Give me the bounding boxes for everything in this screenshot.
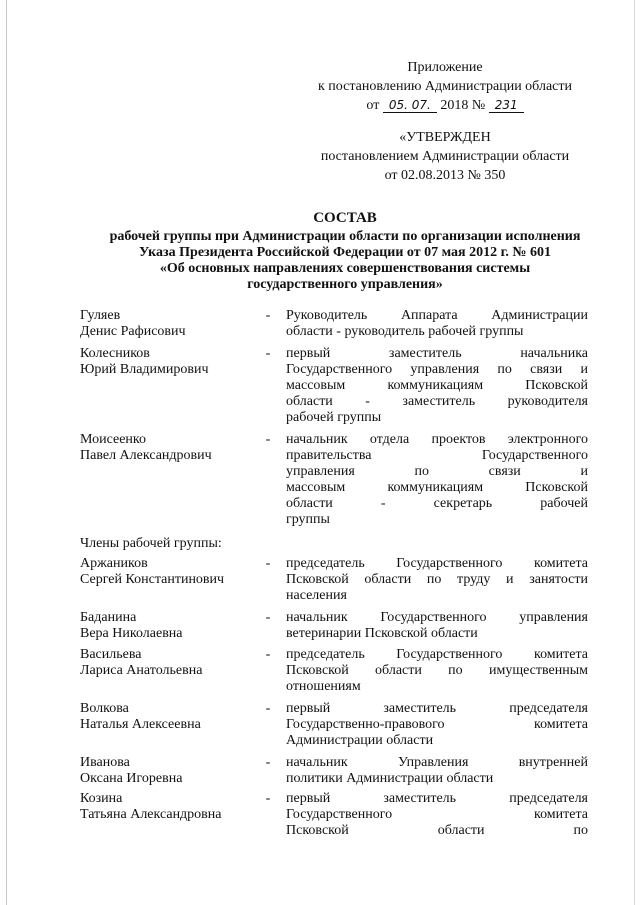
dash-separator: -: [265, 556, 271, 571]
approved-label: «УТВЕРЖДЕН: [399, 130, 491, 145]
role-line: Администрации области: [286, 733, 434, 748]
document-title: [70, 210, 620, 293]
dash-separator: -: [265, 610, 271, 625]
scan-edge-left: [6, 0, 7, 905]
role-line: населения: [286, 588, 347, 603]
role-line: области - руководитель рабочей группы: [286, 324, 524, 339]
member-role: [286, 791, 588, 839]
member-given-name: Павел Александрович: [80, 448, 212, 463]
dash-separator: -: [265, 308, 271, 323]
role-line: начальник отдела проектов электронного: [286, 432, 588, 447]
role-line: Псковской области по труду и занятости: [286, 572, 588, 587]
role-line: группы: [286, 512, 330, 527]
role-line: массовым коммуникациям Псковской: [286, 480, 588, 495]
role-line: первый заместитель председателя: [286, 701, 588, 716]
member-given-name: Вера Николаевна: [80, 626, 183, 641]
member-surname: Гуляев: [80, 308, 121, 323]
member-role: [286, 647, 588, 695]
role-line: председатель Государственного комитета: [286, 647, 588, 662]
member-name: [80, 346, 260, 378]
member-role: [286, 346, 588, 426]
handwritten-number: 231: [489, 98, 524, 113]
role-line: первый заместитель председателя: [286, 791, 588, 806]
member-surname: Волкова: [80, 701, 129, 716]
member-role: [286, 701, 588, 749]
date-prefix: от: [366, 98, 380, 113]
role-line: Руководитель Аппарата Администрации: [286, 308, 588, 323]
member-surname: Колесников: [80, 346, 150, 361]
role-line: массовым коммуникациям Псковской: [286, 378, 588, 393]
role-line: отношениям: [286, 679, 361, 694]
dash-separator: -: [265, 647, 271, 662]
member-name: [80, 755, 260, 787]
title-line: «Об основных направлениях совершенствования системы: [159, 261, 531, 276]
dash-separator: -: [265, 755, 271, 770]
member-name: [80, 701, 260, 733]
member-given-name: Денис Рафисович: [80, 324, 186, 339]
member-role: [286, 308, 588, 340]
member-surname: Аржаников: [80, 556, 148, 571]
dash-separator: -: [265, 701, 271, 716]
role-line: ветеринарии Псковской области: [286, 626, 478, 641]
approved-header: [300, 128, 590, 185]
member-given-name: Сергей Константинович: [80, 572, 225, 587]
member-given-name: Лариса Анатольевна: [80, 663, 203, 678]
appendix-label: Приложение: [407, 60, 483, 75]
member-surname: Баданина: [80, 610, 137, 625]
role-line: начальник Управления внутренней: [286, 755, 588, 770]
appendix-date-line: [300, 96, 590, 115]
title-main: СОСТАВ: [313, 210, 377, 226]
member-surname: Иванова: [80, 755, 130, 770]
member-given-name: Юрий Владимирович: [80, 362, 209, 377]
role-line: Псковской области по имущественным: [286, 663, 588, 678]
member-name: [80, 791, 260, 823]
role-line: Псковской области по: [286, 823, 588, 838]
member-role: [286, 610, 588, 642]
member-surname: Козина: [80, 791, 123, 806]
member-role: [286, 432, 588, 528]
scan-edge-right: [634, 0, 635, 905]
role-line: рабочей группы: [286, 410, 382, 425]
member-given-name: Татьяна Александровна: [80, 807, 222, 822]
appendix-header: [300, 58, 590, 115]
approved-date: от 02.08.2013 № 350: [384, 168, 506, 183]
member-name: [80, 647, 260, 679]
member-name: [80, 432, 260, 464]
role-line: первый заместитель начальника: [286, 346, 588, 361]
year-and-number-label: 2018 №: [440, 98, 486, 113]
approved-by: постановлением Администрации области: [320, 149, 570, 164]
member-given-name: Наталья Алексеевна: [80, 717, 201, 732]
handwritten-date: 05. 07.: [383, 98, 437, 113]
member-role: [286, 755, 588, 787]
title-line: Указа Президента Российской Федерации от 07 мая 2012 г. № 601: [139, 245, 551, 260]
member-given-name: Оксана Игоревна: [80, 771, 183, 786]
title-line: рабочей группы при Администрации области по организации исполнения: [109, 229, 581, 244]
role-line: председатель Государственного комитета: [286, 556, 588, 571]
title-line: государственного управления»: [247, 277, 443, 292]
member-surname: Моисеенко: [80, 432, 146, 447]
role-line: правительства Государственного: [286, 448, 588, 463]
member-surname: Васильева: [80, 647, 142, 662]
dash-separator: -: [265, 346, 271, 361]
members-section-title: Члены рабочей группы:: [80, 536, 222, 551]
member-role: [286, 556, 588, 604]
dash-separator: -: [265, 791, 271, 806]
role-line: Государственного управления по связи и: [286, 362, 588, 377]
member-name: [80, 556, 260, 588]
role-line: политики Администрации области: [286, 771, 494, 786]
role-line: области - заместитель руководителя: [286, 394, 588, 409]
role-line: области - секретарь рабочей: [286, 496, 588, 511]
role-line: управления по связи и: [286, 464, 588, 479]
role-line: Государственного комитета: [286, 807, 588, 822]
role-line: Государственно-правового комитета: [286, 717, 588, 732]
appendix-resolution: к постановлению Администрации области: [318, 79, 572, 94]
member-name: [80, 308, 260, 340]
member-name: [80, 610, 260, 642]
dash-separator: -: [265, 432, 271, 447]
role-line: начальник Государственного управления: [286, 610, 588, 625]
